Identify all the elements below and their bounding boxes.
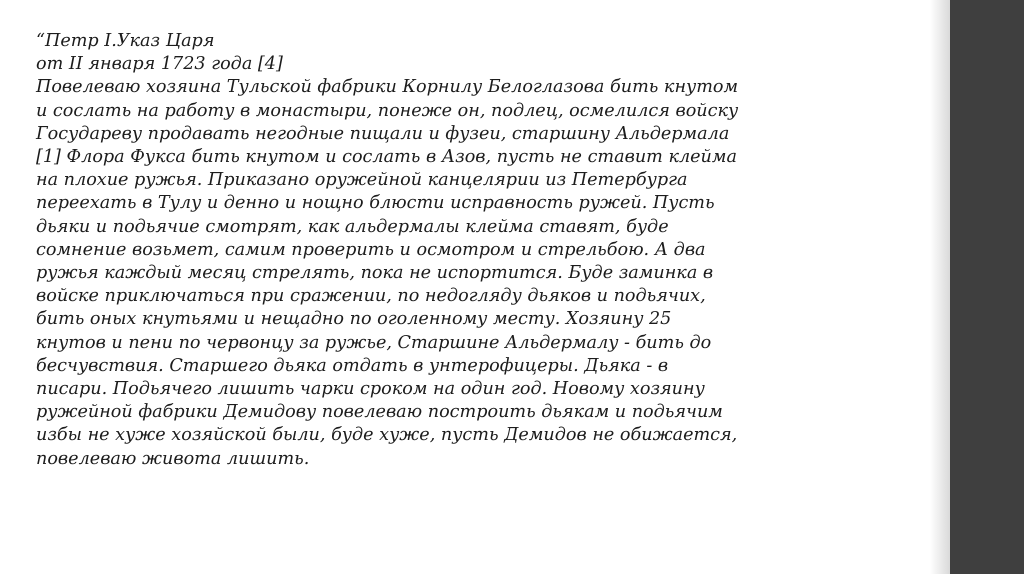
text-line: повелеваю живота лишить.	[36, 448, 310, 469]
text-line: бить оных кнутьями и нещадно по оголенному месту. Хозяину 25	[36, 309, 672, 330]
text-line: переехать в Тулу и денно и нощно блюсти исправность ружей. Пусть	[36, 193, 715, 214]
text-line: войске приключаться при сражении, по недогляду дьяков и подьячих,	[36, 286, 706, 307]
decree-text	[36, 30, 836, 471]
decree-title-line: “Петр I.Указ Царя	[36, 31, 215, 51]
text-line: [1] Флора Фукса бить кнутом и сослать в Азов, пусть не ставит клейма	[36, 147, 737, 168]
side-bar-shadow	[930, 0, 950, 574]
text-line: ружейной фабрики Демидову повелеваю построить дьякам и подьячим	[36, 402, 723, 423]
text-line: и сослать на работу в монастыри, понеже он, подлец, осмелился войску	[36, 100, 739, 121]
text-line: Государеву продавать негодные пищали и фузеи, старшину Альдермала	[36, 123, 730, 144]
decree-date-line: от II января 1723 года [4]	[36, 54, 283, 75]
text-line: сомнение возьмет, самим проверить и осмотром и стрельбою. А два	[36, 239, 706, 260]
text-line: Повелеваю хозяина Тульской фабрики Корнилу Белоглазова бить кнутом	[36, 77, 739, 98]
text-line: кнутов и пени по червонцу за ружье, Старшине Альдермалу - бить до	[36, 332, 712, 353]
text-line: избы не хуже хозяйской были, буде хуже, пусть Демидов не обижается,	[36, 425, 738, 446]
text-line: бесчувствия. Старшего дьяка отдать в унтерофицеры. Дьяка - в	[36, 355, 669, 376]
text-line: дьяки и подьячие смотрят, как альдермалы клейма ставят, буде	[36, 216, 669, 237]
text-line: ружья каждый месяц стрелять, пока не испортится. Буде заминка в	[36, 263, 714, 284]
side-bar	[950, 0, 1024, 574]
text-line: на плохие ружья. Приказано оружейной канцелярии из Петербурга	[36, 170, 688, 191]
text-line: писари. Подьячего лишить чарки сроком на один год. Новому хозяину	[36, 379, 705, 400]
